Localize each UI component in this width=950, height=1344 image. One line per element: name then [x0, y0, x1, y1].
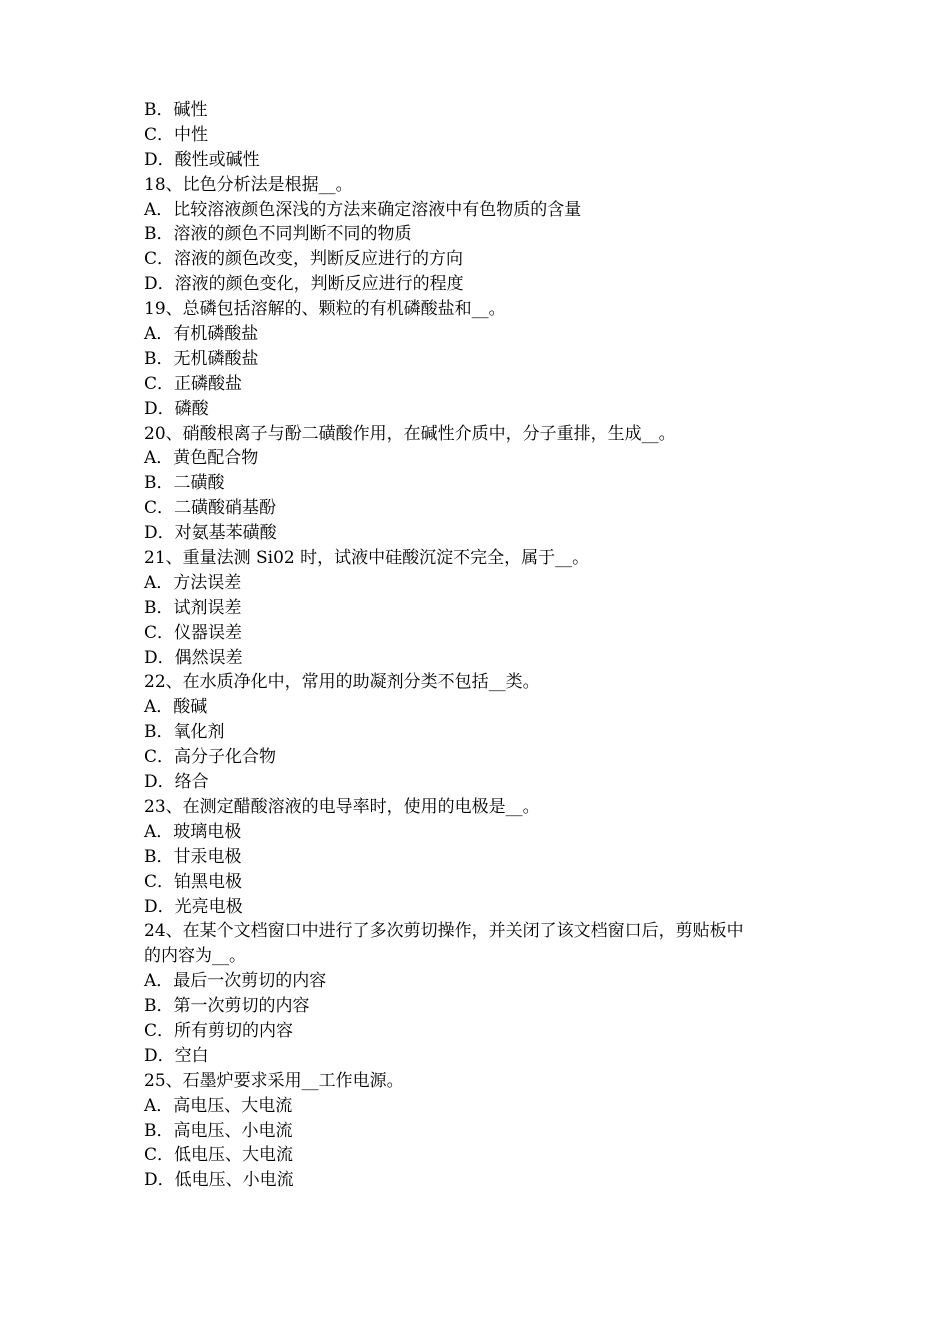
question-line: 24、在某个文档窗口中进行了多次剪切操作，并关闭了该文档窗口后，剪贴板中 [144, 921, 744, 942]
option-line: A．酸碱 [144, 697, 208, 718]
option-line: D．磷酸 [144, 398, 209, 419]
option-line: A．黄色配合物 [144, 448, 259, 469]
option-line: C．低电压、大电流 [144, 1145, 294, 1166]
question-line: 20、硝酸根离子与酚二磺酸作用，在碱性介质中，分子重排，生成__。 [144, 423, 676, 444]
option-line: A．玻璃电极 [144, 821, 242, 842]
option-line: A．高电压、大电流 [144, 1095, 293, 1116]
document-page [144, 98, 824, 1193]
option-line: D．络合 [144, 772, 209, 793]
question-line: 22、在水质净化中，常用的助凝剂分类不包括__类。 [144, 672, 540, 693]
option-line: D．对氨基苯磺酸 [144, 523, 277, 544]
option-line: B．溶液的颜色不同判断不同的物质 [144, 224, 412, 245]
option-line: B．高电压、小电流 [144, 1120, 293, 1141]
question-line: 21、重量法测 Si02 时，试液中硅酸沉淀不完全，属于__。 [144, 548, 590, 569]
option-line: D．酸性或碱性 [144, 149, 260, 170]
option-line: C．铂黑电极 [144, 871, 243, 892]
option-line: A．方法误差 [144, 572, 242, 593]
option-line: A．有机磷酸盐 [144, 324, 259, 345]
option-line: C．所有剪切的内容 [144, 1020, 294, 1041]
option-line: B．无机磷酸盐 [144, 348, 259, 369]
option-line: B．第一次剪切的内容 [144, 996, 310, 1017]
option-line: C．正磷酸盐 [144, 373, 243, 394]
option-line: A．比较溶液颜色深浅的方法来确定溶液中有色物质的含量 [144, 199, 582, 220]
question-continuation-line: 的内容为__。 [144, 946, 246, 967]
option-line: A．最后一次剪切的内容 [144, 971, 327, 992]
option-line: D．溶液的颜色变化，判断反应进行的程度 [144, 274, 464, 295]
option-line: B．碱性 [144, 100, 208, 120]
option-line: B．试剂误差 [144, 597, 242, 618]
option-line: C．溶液的颜色改变，判断反应进行的方向 [144, 249, 464, 270]
option-line: B．甘汞电极 [144, 846, 242, 867]
option-line: D．偶然误差 [144, 647, 243, 668]
option-line: C．二磺酸硝基酚 [144, 498, 277, 519]
question-line: 23、在测定醋酸溶液的电导率时，使用的电极是__。 [144, 796, 540, 817]
option-line: C．中性 [144, 124, 209, 145]
question-line: 18、比色分析法是根据__。 [144, 174, 353, 195]
option-line: C．高分子化合物 [144, 747, 277, 768]
option-line: C．仪器误差 [144, 622, 243, 643]
question-line: 19、总磷包括溶解的、颗粒的有机磷酸盐和__。 [144, 299, 506, 320]
option-line: B．二磺酸 [144, 473, 225, 494]
option-line: B．氧化剂 [144, 722, 225, 743]
option-line: D．光亮电极 [144, 896, 243, 917]
question-line: 25、石墨炉要求采用__工作电源。 [144, 1070, 404, 1091]
option-line: D．空白 [144, 1045, 209, 1066]
option-line: D．低电压、小电流 [144, 1170, 294, 1191]
